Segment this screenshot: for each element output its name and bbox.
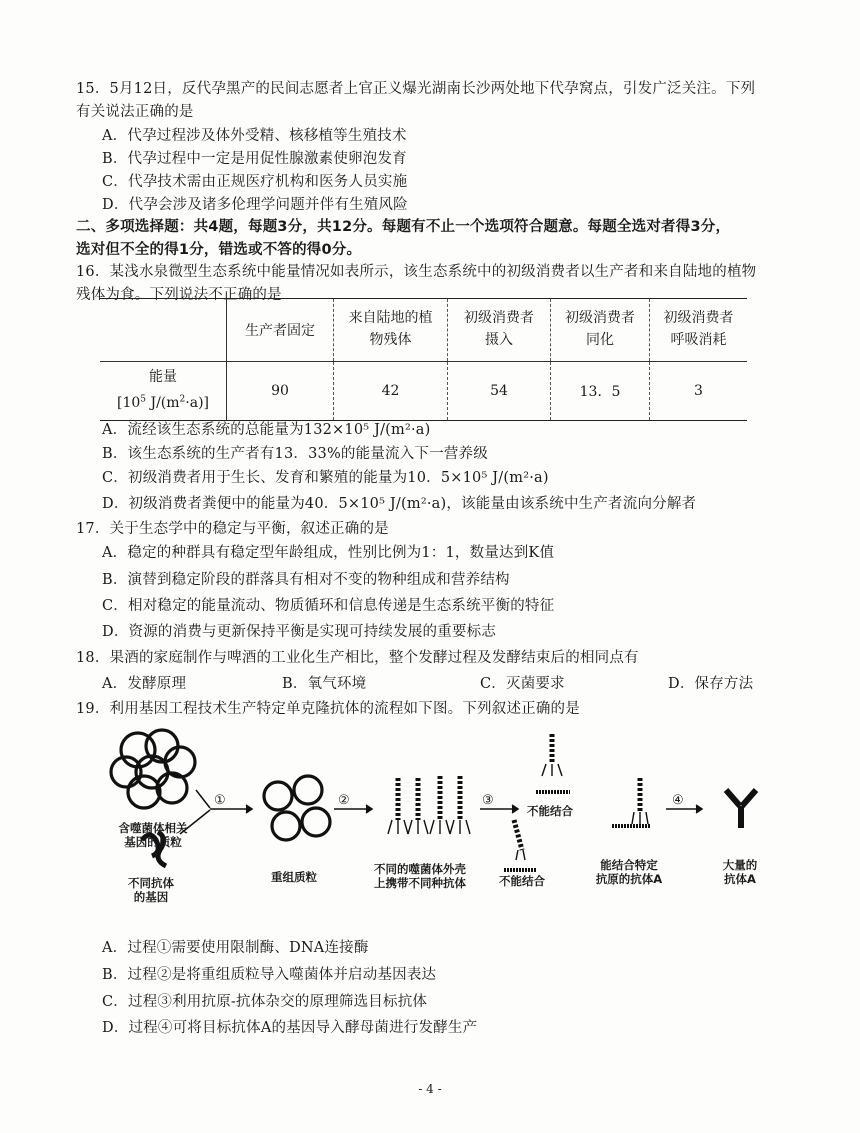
- label-recombinant: 重组质粒: [271, 870, 317, 884]
- q19-stem: 19．利用基因工程技术生产特定单克隆抗体的流程如下图。下列叙述正确的是: [76, 701, 580, 717]
- label-antibody-gene: 不同抗体 的基因: [128, 876, 174, 904]
- phage-no-bind-icon: [504, 820, 536, 870]
- q18-stem: 18．果酒的家庭制作与啤酒的工业化生产相比，整个发酵过程及发酵结束后的相同点有: [76, 650, 639, 666]
- table-corner: [100, 299, 227, 362]
- q15-option-c: C．代孕技术需由正规医疗机构和医务人员实施: [102, 174, 408, 190]
- table-row-header: 能量 [$10^5$ $J/(m^2\cdot a)$]: [100, 362, 227, 421]
- plasmid-cluster-icon: [111, 730, 195, 808]
- q16-option-a: A．流经该生态系统的总能量为132×10⁵ J/(m²·a): [102, 422, 431, 438]
- q19-option-a: A．过程①需要使用限制酶、DNA连接酶: [102, 940, 369, 956]
- q15-option-b: B．代孕过程中一定是用促性腺激素使卵泡发育: [102, 151, 407, 167]
- step-2-label: ②: [338, 793, 350, 808]
- antibody-y-icon: [726, 790, 756, 828]
- phage-icon: [398, 776, 460, 820]
- q15-option-a: A．代孕过程涉及体外受精、核移植等生殖技术: [102, 128, 407, 144]
- q19-option-c: C．过程③利用抗原-抗体杂交的原理筛选目标抗体: [102, 994, 428, 1010]
- table-cell: 54: [448, 362, 551, 421]
- label-phage: 不同的噬菌体外壳 上携带不同种抗体: [374, 862, 466, 890]
- q18-option-d: D．保存方法: [668, 676, 754, 692]
- table-col-header: 初级消费者 呼吸消耗: [650, 299, 748, 362]
- q16-option-b: B．该生态系统的生产者有13．33%的能量流入下一营养级: [102, 446, 488, 462]
- step-1-label: ①: [214, 793, 226, 808]
- q16-stem-line2: 残体为食。下列说法不正确的是: [76, 287, 282, 303]
- q19-option-b: B．过程②是将重组质粒导入噬菌体并启动基因表达: [102, 967, 437, 983]
- label-result: 大量的 抗体A: [722, 858, 758, 886]
- phage-binding-icon: [612, 778, 650, 826]
- table-cell: 13．5: [551, 362, 650, 421]
- energy-table: [100, 298, 747, 421]
- label-binding-antibody: 能结合特定 抗原的抗体A: [595, 858, 663, 886]
- page-number: - 4 -: [418, 1082, 442, 1096]
- table-cell: 42: [334, 362, 448, 421]
- label-no-bind: 不能结合: [527, 804, 573, 818]
- q17-stem: 17．关于生态学中的稳定与平衡，叙述正确的是: [76, 521, 389, 537]
- q17-option-b: B．演替到稳定阶段的群落具有相对不变的物种组成和营养结构: [102, 572, 510, 588]
- recombinant-plasmid-icon: [264, 776, 330, 840]
- label-no-bind: 不能结合: [499, 874, 545, 888]
- section2-heading-line2: 选对但不全的得1分，错选或不答的得0分。: [76, 242, 362, 258]
- q15-stem-line2: 有关说法正确的是: [76, 104, 194, 120]
- table-col-header: 来自陆地的植 物残体: [334, 299, 448, 362]
- q17-option-a: A．稳定的种群具有稳定型年龄组成，性别比例为1：1，数量达到K值: [102, 545, 555, 561]
- table-col-header: 初级消费者 同化: [551, 299, 650, 362]
- q18-option-c: C．灭菌要求: [480, 676, 565, 692]
- q15-option-d: D．代孕会涉及诸多伦理学问题并伴有生殖风险: [102, 197, 408, 213]
- table-cell: 90: [227, 362, 334, 421]
- table-col-header: 生产者固定: [227, 299, 334, 362]
- q19-option-d: D．过程④可将目标抗体A的基因导入酵母菌进行发酵生产: [102, 1020, 478, 1036]
- q17-option-d: D．资源的消费与更新保持平衡是实现可持续发展的重要标志: [102, 624, 497, 640]
- step-4-label: ④: [672, 793, 684, 808]
- label-plasmid: 含噬菌体相关 基因的质粒: [118, 821, 188, 849]
- phage-no-bind-icon: [536, 734, 570, 792]
- q17-option-c: C．相对稳定的能量流动、物质循环和信息传递是生态系统平衡的特征: [102, 598, 555, 614]
- q16-option-c: C．初级消费者用于生长、发育和繁殖的能量为10．5×10⁵ J/(m²·a): [102, 470, 549, 486]
- q15-stem-line1: 15．5月12日，反代孕黑产的民间志愿者上官正义爆光湖南长沙两处地下代孕窝点，引发广泛关注。下列: [76, 81, 756, 97]
- q18-option-b: B．氧气环境: [282, 676, 367, 692]
- q16-stem-line1: 16．某浅水泉微型生态系统中能量情况如表所示，该生态系统中的初级消费者以生产者和来自陆地的植物: [76, 264, 757, 280]
- step-3-label: ③: [482, 793, 494, 808]
- table-cell: 3: [650, 362, 748, 421]
- q18-option-a: A．发酵原理: [102, 676, 187, 692]
- section2-heading-line1: 二、多项选择题：共4题，每题3分，共12分。每题有不止一个选项符合题意。每题全选对者得3分，: [76, 219, 731, 235]
- q16-option-d: D．初级消费者粪便中的能量为40．5×10⁵ J/(m²·a)，该能量由该系统中生产者流向分解者: [102, 496, 697, 512]
- table-col-header: 初级消费者 摄入: [448, 299, 551, 362]
